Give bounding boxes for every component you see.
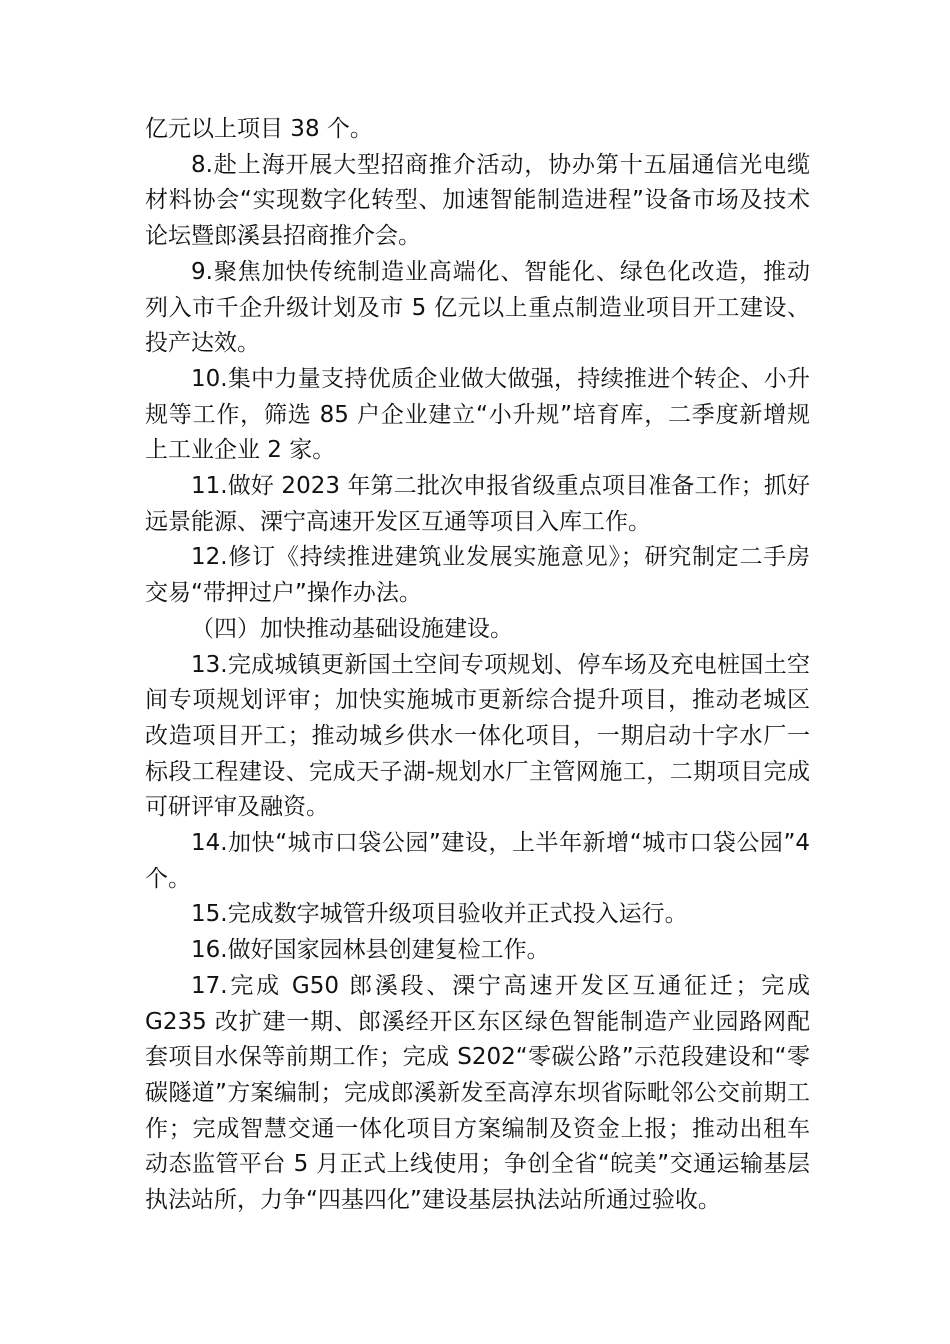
paragraph-item-15: 15.完成数字城管升级项目验收并正式投入运行。 <box>191 901 688 928</box>
section-heading-4: （四）加快推动基础设施建设。 <box>191 615 513 642</box>
paragraph-item-10: 10.集中力量支持优质企业做大做强，持续推进个转企、小升规等工作，筛选 85 户企业建立“小升规”培育库，二季度新增规上工业企业 2 家。 <box>145 365 810 464</box>
paragraph-item-16: 16.做好国家园林县创建复检工作。 <box>191 937 550 964</box>
paragraph-item-9: 9.聚焦加快传统制造业高端化、智能化、绿色化改造，推动列入市千企升级计划及市 5 亿元以上重点制造业项目开工建设、投产达效。 <box>145 258 810 357</box>
paragraph-item-13: 13.完成城镇更新国土空间专项规划、停车场及充电桩国土空间专项规划评审；加快实施城市更新综合提升项目，推动老城区改造项目开工；推动城乡供水一体化项目，一期启动十字水厂一标段工程建设、完成天子湖-规划水厂主管网施工，二期项目完成可研评审及融资。 <box>145 651 810 821</box>
paragraph-item-17: 17.完成 G50 郎溪段、溧宁高速开发区互通征迁；完成G235 改扩建一期、郎溪经开区东区绿色智能制造产业园路网配套项目水保等前期工作；完成 S202“零碳公路”示范段建设和“零碳隧道”方案编制；完成郎溪新发至高淳东坝省际毗邻公交前期工作；完成智慧交通一体化项目方案编制及资金上报；推动出租车动态监管平台 5 月正式上线使用；争创全省“皖美”交通运输基层执法站所，力争“四基四化”建设基层执法站所通过验收。 <box>145 972 810 1214</box>
paragraph-continuation: 亿元以上项目 38 个。 <box>145 116 373 142</box>
paragraph-item-11: 11.做好 2023 年第二批次申报省级重点项目准备工作；抓好远景能源、溧宁高速开发区互通等项目入库工作。 <box>145 473 810 535</box>
paragraph-item-8: 8.赴上海开展大型招商推介活动，协办第十五届通信光电缆材料协会“实现数字化转型、加速智能制造进程”设备市场及技术论坛暨郎溪县招商推介会。 <box>145 151 810 250</box>
document-page <box>145 112 810 1219</box>
paragraph-item-14: 14.加快“城市口袋公园”建设，上半年新增“城市口袋公园”4 个。 <box>145 830 810 892</box>
paragraph-item-12: 12.修订《持续推进建筑业发展实施意见》；研究制定二手房交易“带押过户”操作办法。 <box>145 544 810 607</box>
